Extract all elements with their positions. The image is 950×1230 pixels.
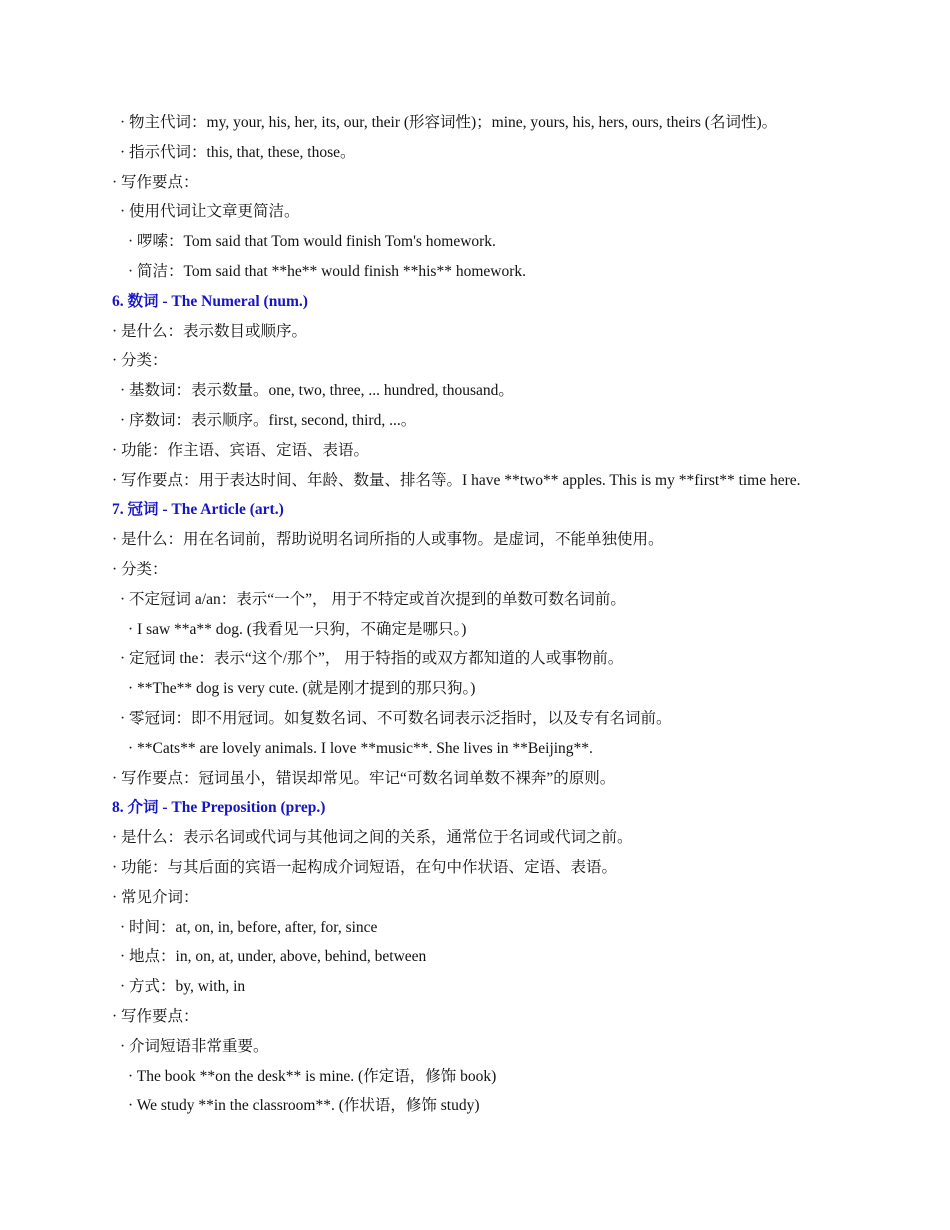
numeral-writing-tips: · 写作要点：用于表达时间、年龄、数量、排名等。I have **two** apples. This is my **first** time here. (112, 471, 801, 489)
preposition-writing-tips-label: · 写作要点： (112, 1007, 199, 1025)
time-prepositions-line: · 时间：at, on, in, before, after, for, since (120, 918, 378, 936)
cardinal-numeral-line: · 基数词：表示数量。one, two, three, ... hundred, thousand。 (120, 382, 514, 400)
definite-article-example: · **The** dog is very cute. (就是刚才提到的那只狗。) (128, 680, 476, 698)
numeral-function-line: · 功能：作主语、宾语、定语、表语。 (112, 441, 370, 459)
possessive-pronoun-line: · 物主代词：my, your, his, her, its, our, their (形容词性)；mine, yours, his, hers, ours, theirs (名词性)。 (120, 114, 778, 131)
article-classification-label: · 分类： (112, 560, 168, 578)
common-prepositions-label: · 常见介词： (112, 888, 199, 906)
pronoun-verbose-example: · 啰嗦：Tom said that Tom would finish Tom's homework. (128, 233, 496, 251)
preposition-definition: · 是什么：表示名词或代词与其他词之间的关系，通常位于名词或代词之前。 (112, 829, 633, 847)
demonstrative-pronoun-line: · 指示代词：this, that, these, those。 (120, 143, 356, 161)
article-section-heading: 7. 冠词 - The Article (art.) (112, 501, 284, 519)
numeral-definition: · 是什么：表示数目或顺序。 (112, 322, 308, 340)
indefinite-article-example: · I saw **a** dog. (我看见一只狗，不确定是哪只。) (128, 620, 467, 638)
numeral-section-heading: 6. 数词 - The Numeral (num.) (112, 292, 308, 310)
preposition-function-line: · 功能：与其后面的宾语一起构成介词短语，在句中作状语、定语、表语。 (112, 858, 618, 876)
numeral-classification-label: · 分类： (112, 352, 168, 370)
pronoun-concise-tip: · 使用代词让文章更简洁。 (120, 203, 300, 221)
place-prepositions-line: · 地点：in, on, at, under, above, behind, between (120, 948, 427, 966)
ordinal-numeral-line: · 序数词：表示顺序。first, second, third, ...。 (120, 411, 417, 429)
indefinite-article-line: · 不定冠词 a/an：表示“一个”， 用于不特定或首次提到的单数可数名词前。 (120, 590, 626, 608)
prepositional-phrase-tip: · 介词短语非常重要。 (120, 1037, 269, 1055)
manner-prepositions-line: · 方式：by, with, in (120, 978, 246, 996)
zero-article-line: · 零冠词：即不用冠词。如复数名词、不可数名词表示泛指时，以及专有名词前。 (120, 709, 672, 727)
zero-article-example: · **Cats** are lovely animals. I love **music**. She lives in **Beijing**. (128, 739, 593, 757)
document-page (0, 108, 950, 1121)
preposition-section-heading: 8. 介词 - The Preposition (prep.) (112, 799, 326, 817)
prepositional-phrase-attributive-example: · The book **on the desk** is mine. (作定语，修饰 book) (128, 1067, 497, 1085)
pronoun-writing-tips-label: · 写作要点： (112, 173, 199, 191)
article-definition: · 是什么：用在名词前，帮助说明名词所指的人或事物。是虚词，不能单独使用。 (112, 531, 664, 549)
article-writing-tips: · 写作要点：冠词虽小，错误却常见。牢记“可数名词单数不裸奔”的原则。 (112, 769, 616, 787)
prepositional-phrase-adverbial-example: · We study **in the classroom**. (作状语，修饰 study) (128, 1097, 480, 1115)
definite-article-line: · 定冠词 the：表示“这个/那个”， 用于特指的或双方都知道的人或事物前。 (120, 650, 624, 668)
pronoun-concise-example: · 简洁：Tom said that **he** would finish **his** homework. (128, 262, 527, 280)
